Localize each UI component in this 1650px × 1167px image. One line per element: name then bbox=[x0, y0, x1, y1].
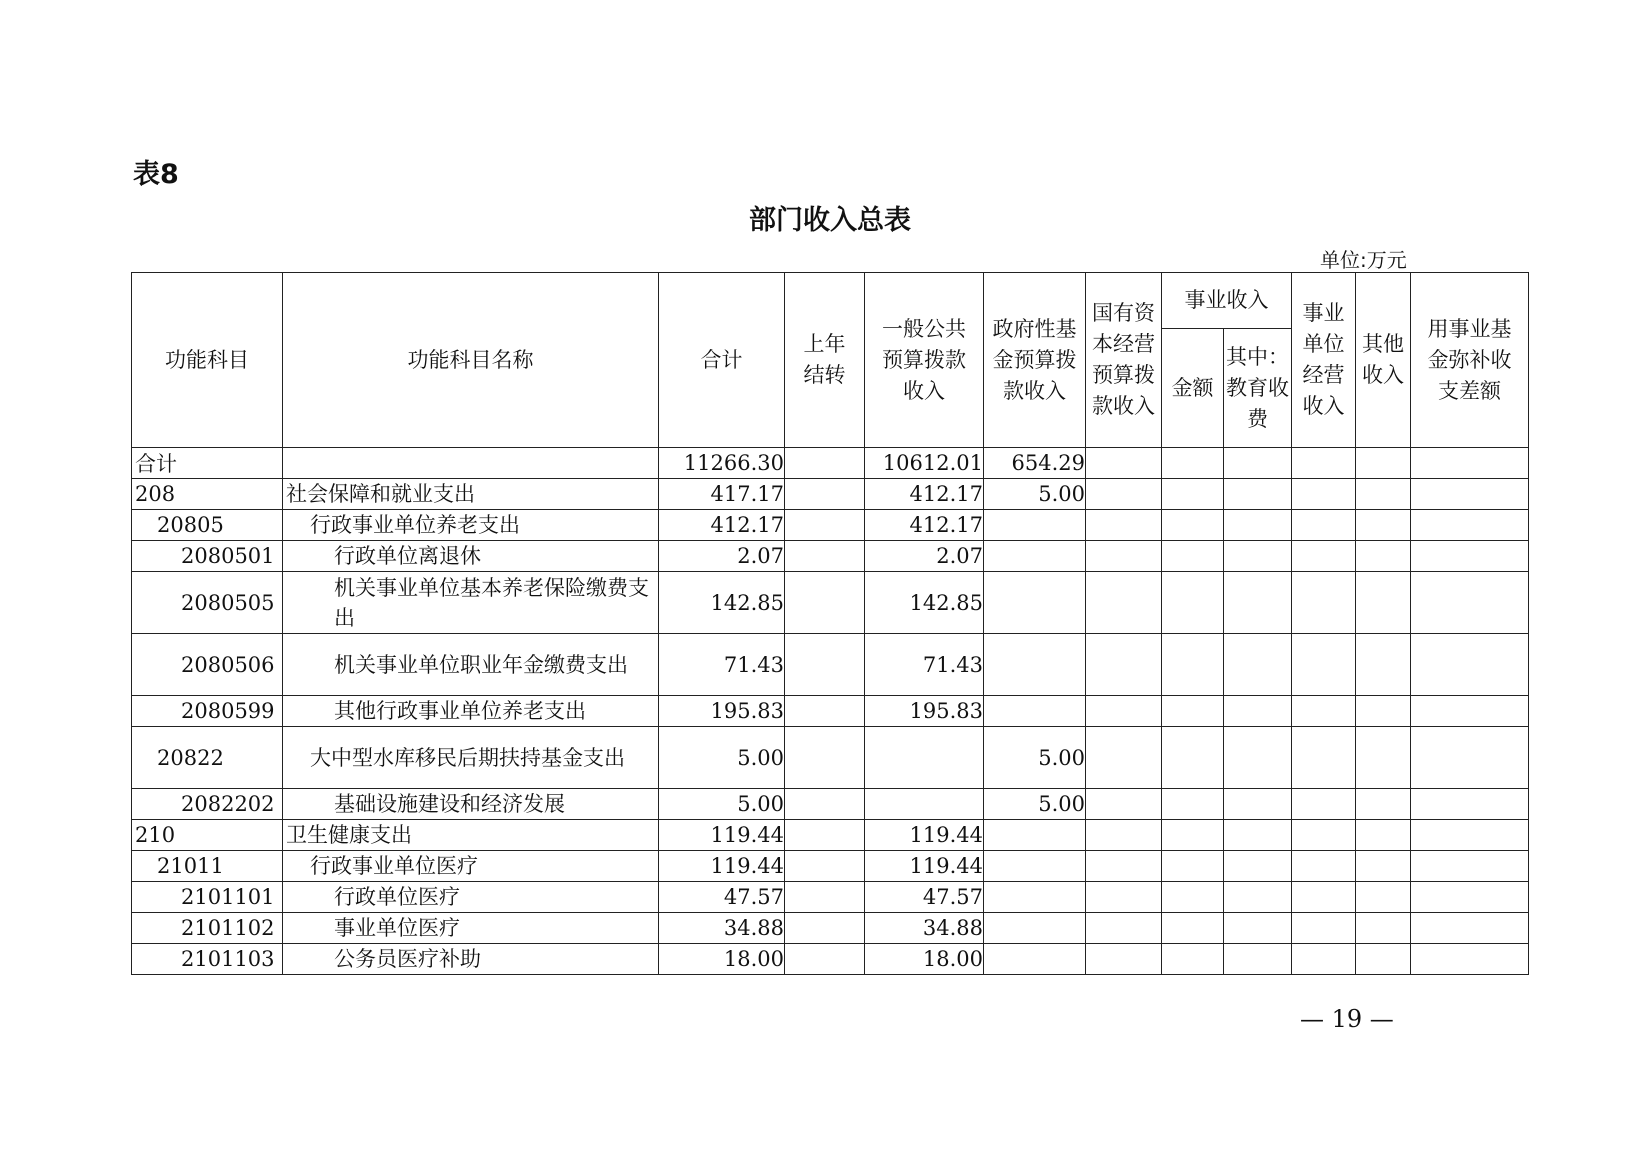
row-business-amount bbox=[1162, 913, 1224, 944]
header-other: 其他收入 bbox=[1356, 273, 1411, 448]
table-row bbox=[132, 944, 1529, 975]
row-general: 142.85 bbox=[865, 572, 984, 634]
row-carry bbox=[785, 851, 865, 882]
row-fund-offset bbox=[1411, 448, 1529, 479]
revenue-table bbox=[131, 272, 1529, 975]
row-business-edu bbox=[1224, 882, 1292, 913]
header-business-amount: 金额 bbox=[1162, 329, 1224, 448]
table-row bbox=[132, 727, 1529, 789]
row-total: 417.17 bbox=[659, 479, 785, 510]
row-other bbox=[1356, 448, 1411, 479]
row-code: 合计 bbox=[132, 448, 283, 479]
row-name: 事业单位医疗 bbox=[283, 913, 659, 944]
row-name: 其他行政事业单位养老支出 bbox=[283, 696, 659, 727]
row-other bbox=[1356, 510, 1411, 541]
row-name: 机关事业单位基本养老保险缴费支出 bbox=[283, 572, 659, 634]
header-operating: 事业单位经营收入 bbox=[1292, 273, 1356, 448]
row-business-edu bbox=[1224, 479, 1292, 510]
header-gov-fund: 政府性基金预算拨款收入 bbox=[984, 273, 1086, 448]
row-general: 18.00 bbox=[865, 944, 984, 975]
table-body bbox=[132, 448, 1529, 975]
row-fund-offset bbox=[1411, 479, 1529, 510]
row-general: 119.44 bbox=[865, 851, 984, 882]
row-other bbox=[1356, 727, 1411, 789]
row-code: 2101101 bbox=[132, 882, 283, 913]
row-business-edu bbox=[1224, 820, 1292, 851]
row-fund-offset bbox=[1411, 913, 1529, 944]
row-business-edu bbox=[1224, 541, 1292, 572]
row-other bbox=[1356, 572, 1411, 634]
row-operating bbox=[1292, 510, 1356, 541]
row-carry bbox=[785, 634, 865, 696]
row-gov-fund bbox=[984, 634, 1086, 696]
row-gov-fund bbox=[984, 851, 1086, 882]
row-general: 412.17 bbox=[865, 510, 984, 541]
unit-label: 单位:万元 bbox=[1320, 248, 1407, 272]
row-fund-offset bbox=[1411, 510, 1529, 541]
row-business-amount bbox=[1162, 510, 1224, 541]
row-general: 195.83 bbox=[865, 696, 984, 727]
table-row bbox=[132, 541, 1529, 572]
row-code: 2080501 bbox=[132, 541, 283, 572]
row-other bbox=[1356, 944, 1411, 975]
row-operating bbox=[1292, 851, 1356, 882]
row-general: 119.44 bbox=[865, 820, 984, 851]
row-business-edu bbox=[1224, 696, 1292, 727]
row-state-capital bbox=[1086, 913, 1162, 944]
row-business-amount bbox=[1162, 727, 1224, 789]
row-state-capital bbox=[1086, 510, 1162, 541]
row-general: 71.43 bbox=[865, 634, 984, 696]
row-state-capital bbox=[1086, 820, 1162, 851]
row-code: 208 bbox=[132, 479, 283, 510]
row-fund-offset bbox=[1411, 820, 1529, 851]
row-name: 社会保障和就业支出 bbox=[283, 479, 659, 510]
row-general bbox=[865, 727, 984, 789]
row-general bbox=[865, 789, 984, 820]
row-name: 卫生健康支出 bbox=[283, 820, 659, 851]
row-total: 2.07 bbox=[659, 541, 785, 572]
row-state-capital bbox=[1086, 479, 1162, 510]
row-gov-fund bbox=[984, 510, 1086, 541]
row-name: 机关事业单位职业年金缴费支出 bbox=[283, 634, 659, 696]
row-total: 119.44 bbox=[659, 820, 785, 851]
row-state-capital bbox=[1086, 696, 1162, 727]
row-state-capital bbox=[1086, 541, 1162, 572]
row-code: 2101103 bbox=[132, 944, 283, 975]
row-business-amount bbox=[1162, 882, 1224, 913]
row-code: 210 bbox=[132, 820, 283, 851]
row-gov-fund: 5.00 bbox=[984, 789, 1086, 820]
row-state-capital bbox=[1086, 882, 1162, 913]
row-carry bbox=[785, 479, 865, 510]
row-fund-offset bbox=[1411, 882, 1529, 913]
row-fund-offset bbox=[1411, 696, 1529, 727]
row-gov-fund bbox=[984, 820, 1086, 851]
row-other bbox=[1356, 882, 1411, 913]
page-number: — 19 — bbox=[1300, 1005, 1394, 1033]
row-business-amount bbox=[1162, 448, 1224, 479]
row-total: 195.83 bbox=[659, 696, 785, 727]
row-state-capital bbox=[1086, 448, 1162, 479]
table-row bbox=[132, 851, 1529, 882]
row-business-edu bbox=[1224, 944, 1292, 975]
row-other bbox=[1356, 820, 1411, 851]
row-code: 20822 bbox=[132, 727, 283, 789]
table-row bbox=[132, 820, 1529, 851]
row-general: 34.88 bbox=[865, 913, 984, 944]
row-code: 2101102 bbox=[132, 913, 283, 944]
row-carry bbox=[785, 696, 865, 727]
row-operating bbox=[1292, 572, 1356, 634]
row-operating bbox=[1292, 789, 1356, 820]
row-fund-offset bbox=[1411, 727, 1529, 789]
table-row bbox=[132, 510, 1529, 541]
row-business-amount bbox=[1162, 572, 1224, 634]
row-code: 2082202 bbox=[132, 789, 283, 820]
row-operating bbox=[1292, 479, 1356, 510]
row-code: 20805 bbox=[132, 510, 283, 541]
table-row bbox=[132, 634, 1529, 696]
row-carry bbox=[785, 882, 865, 913]
row-total: 5.00 bbox=[659, 789, 785, 820]
header-fund-offset: 用事业基金弥补收支差额 bbox=[1411, 273, 1529, 448]
row-operating bbox=[1292, 696, 1356, 727]
table-row bbox=[132, 913, 1529, 944]
row-carry bbox=[785, 727, 865, 789]
table-row bbox=[132, 448, 1529, 479]
table-label: 表8 bbox=[133, 159, 179, 190]
row-business-amount bbox=[1162, 851, 1224, 882]
table-row bbox=[132, 882, 1529, 913]
row-state-capital bbox=[1086, 572, 1162, 634]
row-code: 2080506 bbox=[132, 634, 283, 696]
row-operating bbox=[1292, 882, 1356, 913]
row-business-edu bbox=[1224, 789, 1292, 820]
row-code: 2080505 bbox=[132, 572, 283, 634]
row-other bbox=[1356, 851, 1411, 882]
row-fund-offset bbox=[1411, 572, 1529, 634]
row-general: 412.17 bbox=[865, 479, 984, 510]
row-total: 119.44 bbox=[659, 851, 785, 882]
row-business-amount bbox=[1162, 820, 1224, 851]
row-gov-fund bbox=[984, 913, 1086, 944]
row-state-capital bbox=[1086, 789, 1162, 820]
row-business-edu bbox=[1224, 851, 1292, 882]
row-gov-fund bbox=[984, 696, 1086, 727]
table-row bbox=[132, 479, 1529, 510]
table-row bbox=[132, 572, 1529, 634]
header-name: 功能科目名称 bbox=[283, 273, 659, 448]
row-fund-offset bbox=[1411, 634, 1529, 696]
table-row bbox=[132, 789, 1529, 820]
row-carry bbox=[785, 789, 865, 820]
row-carry bbox=[785, 541, 865, 572]
row-operating bbox=[1292, 541, 1356, 572]
row-operating bbox=[1292, 448, 1356, 479]
row-gov-fund: 5.00 bbox=[984, 727, 1086, 789]
row-name: 公务员医疗补助 bbox=[283, 944, 659, 975]
header-total: 合计 bbox=[659, 273, 785, 448]
row-other bbox=[1356, 541, 1411, 572]
header-business-edu: 其中：教育收费 bbox=[1224, 329, 1292, 448]
row-other bbox=[1356, 696, 1411, 727]
row-operating bbox=[1292, 634, 1356, 696]
row-total: 5.00 bbox=[659, 727, 785, 789]
row-business-amount bbox=[1162, 541, 1224, 572]
row-business-edu bbox=[1224, 913, 1292, 944]
row-fund-offset bbox=[1411, 944, 1529, 975]
row-total: 11266.30 bbox=[659, 448, 785, 479]
row-other bbox=[1356, 913, 1411, 944]
row-name bbox=[283, 448, 659, 479]
row-business-edu bbox=[1224, 727, 1292, 789]
row-other bbox=[1356, 789, 1411, 820]
row-business-amount bbox=[1162, 696, 1224, 727]
row-other bbox=[1356, 634, 1411, 696]
row-total: 34.88 bbox=[659, 913, 785, 944]
row-total: 142.85 bbox=[659, 572, 785, 634]
header-business: 事业收入 bbox=[1162, 273, 1292, 329]
row-total: 47.57 bbox=[659, 882, 785, 913]
row-gov-fund: 5.00 bbox=[984, 479, 1086, 510]
header-state-capital: 国有资本经营预算拨款收入 bbox=[1086, 273, 1162, 448]
row-state-capital bbox=[1086, 851, 1162, 882]
row-gov-fund: 654.29 bbox=[984, 448, 1086, 479]
row-carry bbox=[785, 944, 865, 975]
row-total: 18.00 bbox=[659, 944, 785, 975]
row-operating bbox=[1292, 820, 1356, 851]
row-name: 大中型水库移民后期扶持基金支出 bbox=[283, 727, 659, 789]
row-gov-fund bbox=[984, 882, 1086, 913]
row-carry bbox=[785, 448, 865, 479]
row-business-amount bbox=[1162, 634, 1224, 696]
row-state-capital bbox=[1086, 944, 1162, 975]
row-business-amount bbox=[1162, 944, 1224, 975]
row-fund-offset bbox=[1411, 851, 1529, 882]
row-business-edu bbox=[1224, 448, 1292, 479]
row-state-capital bbox=[1086, 727, 1162, 789]
row-state-capital bbox=[1086, 634, 1162, 696]
row-carry bbox=[785, 510, 865, 541]
row-code: 21011 bbox=[132, 851, 283, 882]
header-carry: 上年结转 bbox=[785, 273, 865, 448]
row-gov-fund bbox=[984, 541, 1086, 572]
row-business-edu bbox=[1224, 634, 1292, 696]
row-business-amount bbox=[1162, 789, 1224, 820]
row-fund-offset bbox=[1411, 541, 1529, 572]
row-business-amount bbox=[1162, 479, 1224, 510]
row-name: 行政单位医疗 bbox=[283, 882, 659, 913]
row-code: 2080599 bbox=[132, 696, 283, 727]
row-carry bbox=[785, 572, 865, 634]
header-general: 一般公共预算拨款收入 bbox=[865, 273, 984, 448]
page-title: 部门收入总表 bbox=[749, 205, 911, 236]
row-carry bbox=[785, 913, 865, 944]
row-fund-offset bbox=[1411, 789, 1529, 820]
row-total: 71.43 bbox=[659, 634, 785, 696]
row-operating bbox=[1292, 727, 1356, 789]
row-operating bbox=[1292, 944, 1356, 975]
row-total: 412.17 bbox=[659, 510, 785, 541]
row-name: 行政单位离退休 bbox=[283, 541, 659, 572]
row-other bbox=[1356, 479, 1411, 510]
row-general: 10612.01 bbox=[865, 448, 984, 479]
row-name: 基础设施建设和经济发展 bbox=[283, 789, 659, 820]
row-carry bbox=[785, 820, 865, 851]
header-code: 功能科目 bbox=[132, 273, 283, 448]
row-gov-fund bbox=[984, 572, 1086, 634]
row-business-edu bbox=[1224, 510, 1292, 541]
row-business-edu bbox=[1224, 572, 1292, 634]
row-gov-fund bbox=[984, 944, 1086, 975]
row-operating bbox=[1292, 913, 1356, 944]
row-general: 47.57 bbox=[865, 882, 984, 913]
table-row bbox=[132, 696, 1529, 727]
row-general: 2.07 bbox=[865, 541, 984, 572]
row-name: 行政事业单位医疗 bbox=[283, 851, 659, 882]
row-name: 行政事业单位养老支出 bbox=[283, 510, 659, 541]
